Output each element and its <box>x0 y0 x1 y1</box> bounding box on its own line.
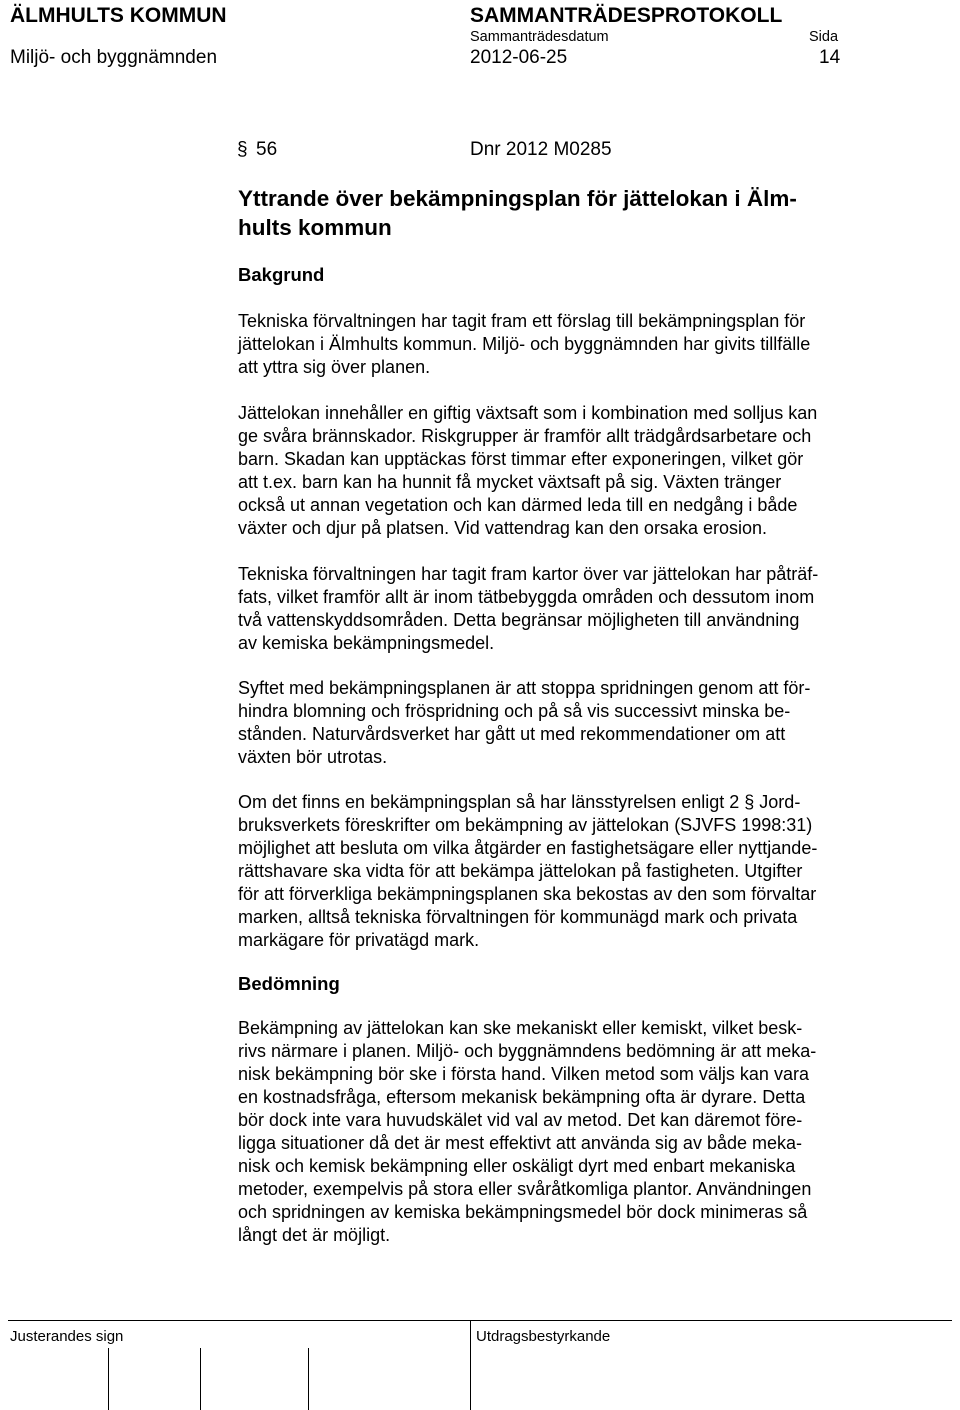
text-line: fats, vilket framför allt är inom tätbebyggda områden och dessutom inom <box>238 587 815 607</box>
text-line: Om det finns en bekämpningsplan så har länsstyrelsen enligt 2 § Jord- <box>238 792 801 812</box>
text-line: att t.ex. barn kan ha hunnit få mycket växtsaft på sig. Växten tränger <box>238 472 782 492</box>
text-line: jättelokan i Älmhults kommun. Miljö- och byggnämnden har givits tillfälle <box>238 334 811 354</box>
text-line: två vattenskyddsområden. Detta begränsar möjligheten till användning <box>238 610 800 630</box>
text-line: växten bör utrotas. <box>238 747 388 767</box>
footer-rule <box>8 1320 952 1321</box>
text-line: Syftet med bekämpningsplanen är att stoppa spridningen genom att för- <box>238 678 811 698</box>
text-line: Jättelokan innehåller en giftig växtsaft som i kombination med solljus kan <box>238 403 818 423</box>
page-label: Sida <box>809 29 839 45</box>
background-heading: Bakgrund <box>238 264 325 285</box>
paragraph-purpose <box>238 677 898 769</box>
paragraph-regulation <box>238 791 898 952</box>
text-line: marken, alltså tekniska förvaltningen för kommunägd mark och privata <box>238 907 798 927</box>
text-line: långt det är möjligt. <box>238 1225 391 1245</box>
signature-divider <box>200 1348 201 1410</box>
case-title <box>238 184 797 242</box>
signature-divider <box>308 1348 309 1410</box>
certify-label: Utdragsbestyrkande <box>476 1328 611 1345</box>
meeting-date: 2012-06-25 <box>470 47 568 68</box>
text-line: möjlighet att besluta om vilka åtgärder en fastighetsägare eller nyttjande- <box>238 838 818 858</box>
case-number: Dnr 2012 M0285 <box>470 139 612 160</box>
text-line: hindra blomning och fröspridning och på så vis successivt minska be- <box>238 701 791 721</box>
page-number: 14 <box>819 47 841 68</box>
text-line: metoder, exempelvis på stora eller svåråtkomliga plantor. Användningen <box>238 1179 812 1199</box>
text-line: och spridningen av kemiska bekämpningsmedel bör dock minimeras så <box>238 1202 808 1222</box>
paragraph-number: 56 <box>256 139 278 160</box>
text-line: bör dock inte vara huvudskälet vid val av metod. Det kan däremot före- <box>238 1110 803 1130</box>
text-line: markägare för privatägd mark. <box>238 930 480 950</box>
text-line: växter och djur på platsen. Vid vattendrag kan den orsaka erosion. <box>238 518 767 538</box>
text-line: barn. Skadan kan upptäckas först timmar efter exponeringen, vilket gör <box>238 449 804 469</box>
text-line: rättshavare ska vidta för att bekämpa jättelokan på fastigheten. Utgifter <box>238 861 803 881</box>
case-title-line: Yttrande över bekämpningsplan för jättelokan i Älm- <box>238 186 797 211</box>
org-name: ÄLMHULTS KOMMUN <box>10 4 227 27</box>
signature-divider <box>470 1320 471 1410</box>
text-line: nisk och kemisk bekämpning eller oskäligt dyrt med enbart mekaniska <box>238 1156 796 1176</box>
committee-name: Miljö- och byggnämnden <box>10 47 218 68</box>
text-line: bruksverkets föreskrifter om bekämpning av jättelokan (SJVFS 1998:31) <box>238 815 813 835</box>
paragraph-symbol: § <box>237 139 248 160</box>
text-line: att yttra sig över planen. <box>238 357 431 377</box>
document-type: SAMMANTRÄDESPROTOKOLL <box>470 4 783 27</box>
paragraph-hazards <box>238 402 898 540</box>
text-line: för att förverkliga bekämpningsplanen ska bekostas av den som förvaltar <box>238 884 817 904</box>
text-line: stånden. Naturvårdsverket har gått ut med rekommendationer om att <box>238 724 786 744</box>
paragraph-intro <box>238 310 898 379</box>
text-line: Bekämpning av jättelokan kan ske mekaniskt eller kemiskt, vilket besk- <box>238 1018 803 1038</box>
date-label: Sammanträdesdatum <box>470 29 609 45</box>
text-line: en kostnadsfråga, eftersom mekanisk bekämpning ofta är dyrare. Detta <box>238 1087 806 1107</box>
text-line: Tekniska förvaltningen har tagit fram ett förslag till bekämpningsplan för <box>238 311 806 331</box>
text-line: rivs närmare i planen. Miljö- och byggnämndens bedömning är att meka- <box>238 1041 817 1061</box>
assessment-heading: Bedömning <box>238 973 340 994</box>
paragraph-assessment <box>238 1017 898 1247</box>
text-line: också ut annan vegetation och kan därmed leda till en nedgång i både <box>238 495 798 515</box>
case-title-line: hults kommun <box>238 215 392 240</box>
text-line: Tekniska förvaltningen har tagit fram kartor över var jättelokan har påträf- <box>238 564 819 584</box>
paragraph-maps <box>238 563 898 655</box>
text-line: av kemiska bekämpningsmedel. <box>238 633 495 653</box>
text-line: ligga situationer då det är mest effektivt att använda sig av både meka- <box>238 1133 802 1153</box>
sign-label: Justerandes sign <box>10 1328 124 1345</box>
signature-divider <box>108 1348 109 1410</box>
text-line: ge svåra brännskador. Riskgrupper är framför allt trädgårdsarbetare och <box>238 426 812 446</box>
text-line: nisk bekämpning bör ske i första hand. Vilken metod som väljs kan vara <box>238 1064 809 1084</box>
